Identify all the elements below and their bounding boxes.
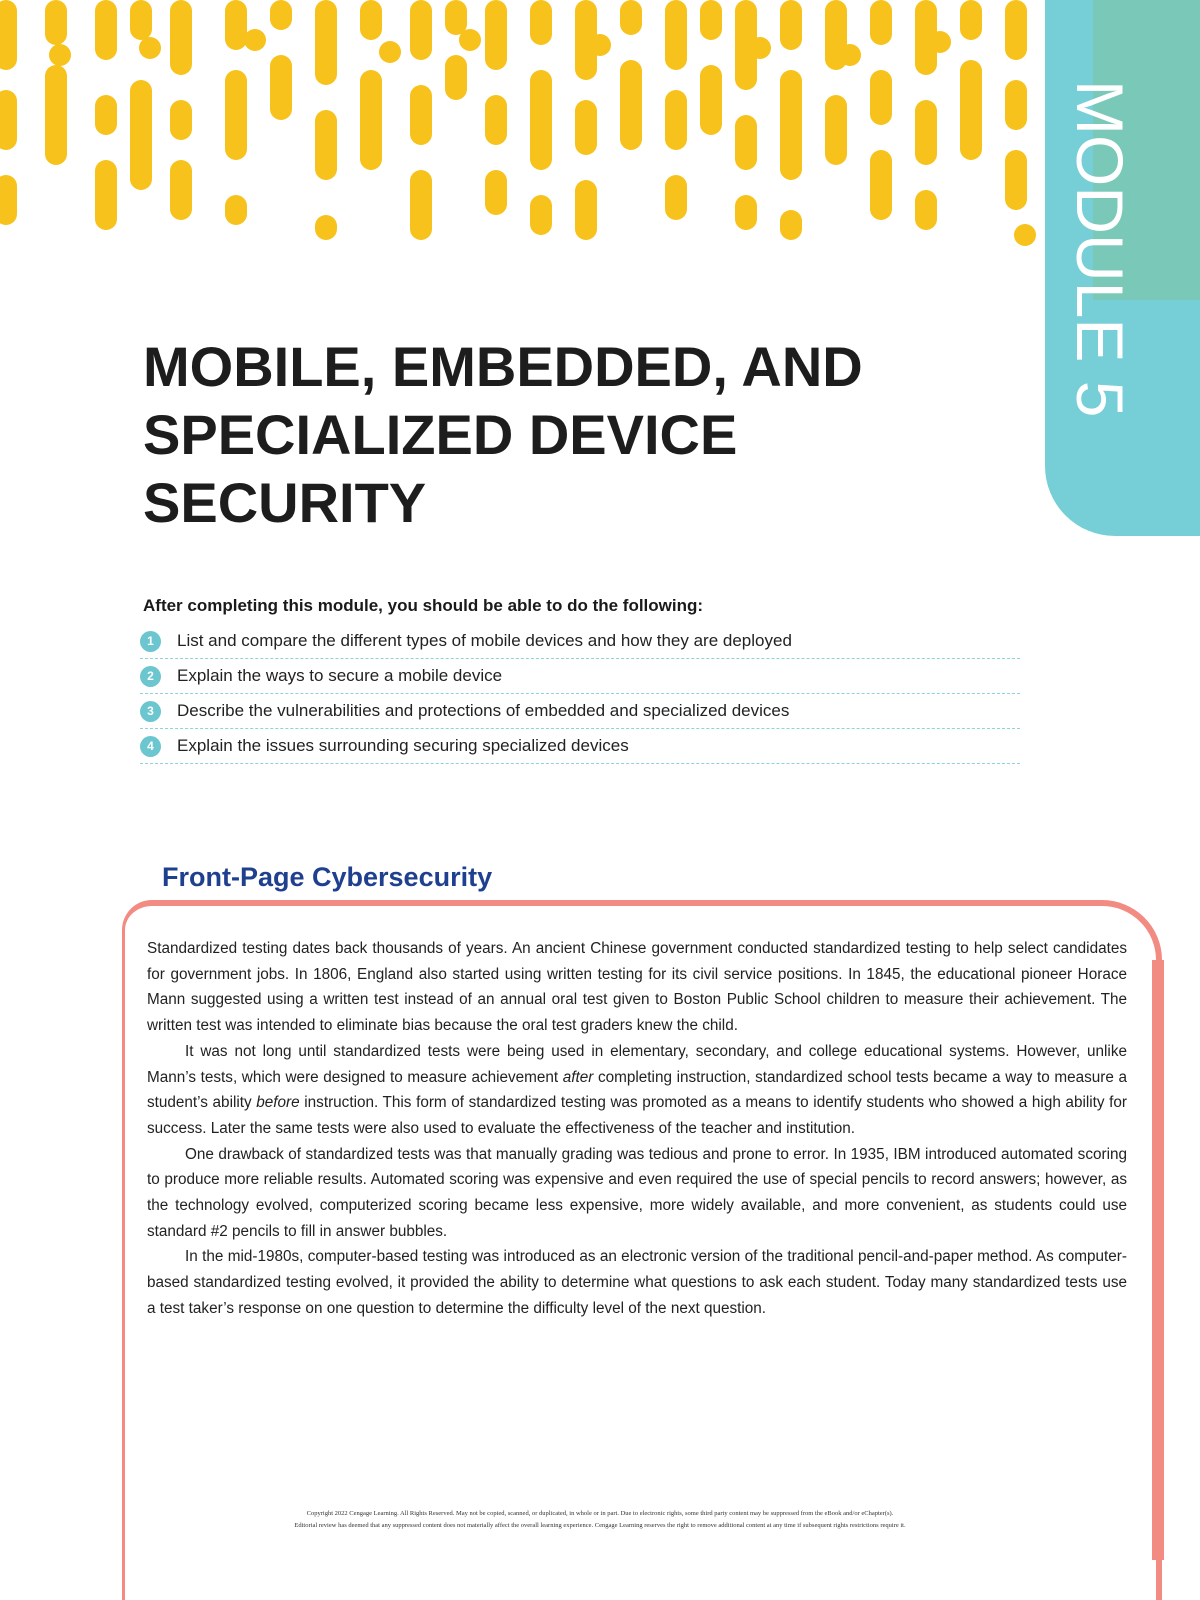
decorative-dot: [1014, 224, 1036, 246]
objective-text: Explain the issues surrounding securing specialized devices: [177, 736, 629, 755]
decorative-pill: [870, 150, 892, 220]
decorative-pill: [270, 55, 292, 120]
feature-paragraph: Standardized testing dates back thousands of years. An ancient Chinese government conducted standardized testing to help select candidates for government jobs. In 1806, England also started using written testing for its civil service positions. In 1845, the educational pioneer Horace Mann suggested using a written test instead of an annual oral test given to Boston Public School children to measure their achievement. The written test was intended to eliminate bias because the oral test graders knew the child.: [147, 940, 1127, 1035]
decorative-pill: [360, 70, 382, 170]
decorative-pill: [315, 215, 337, 240]
decorative-pill: [225, 0, 247, 50]
decorative-pill: [735, 195, 757, 230]
decorative-dot: [589, 34, 611, 56]
copyright-notice: [130, 1508, 1070, 1532]
decorative-pill: [225, 70, 247, 160]
decorative-pill: [1005, 80, 1027, 130]
decorative-pill: [1005, 0, 1027, 60]
decorative-pill: [270, 0, 292, 30]
decorative-pill: [530, 70, 552, 170]
objectives-list: [140, 624, 1020, 764]
decorative-pill: [0, 175, 17, 225]
decorative-pill: [45, 0, 67, 45]
decorative-pill: [915, 190, 937, 230]
feature-text: [147, 936, 1127, 1322]
objective-item: [140, 659, 1020, 694]
decorative-pill: [445, 55, 467, 100]
objective-item: [140, 694, 1020, 729]
decorative-dot: [139, 37, 161, 59]
objective-text: Describe the vulnerabilities and protections of embedded and specialized devices: [177, 701, 790, 720]
decorative-pill: [225, 195, 247, 225]
decorative-dot: [929, 31, 951, 53]
decorative-pill: [915, 100, 937, 165]
decorative-pill: [870, 0, 892, 45]
copyright-line: Copyright 2022 Cengage Learning. All Rights Reserved. May not be copied, scanned, or duplicated, in whole or in part. Due to electronic rights, some third party content may be suppressed from the eBook and/or eChapter(s).: [306, 1510, 894, 1517]
objective-text: Explain the ways to secure a mobile device: [177, 666, 503, 685]
decorative-pill: [170, 160, 192, 220]
decorative-pill: [170, 100, 192, 140]
decorative-pill: [780, 210, 802, 240]
decorative-dot: [459, 29, 481, 51]
decorative-pill: [0, 90, 17, 150]
decorative-pill: [485, 95, 507, 145]
decorative-pill: [575, 100, 597, 155]
decorative-dot: [839, 44, 861, 66]
objective-number-badge: 2: [140, 666, 161, 687]
decorative-pill: [485, 0, 507, 70]
module-label: MODULE 5: [1063, 80, 1137, 418]
decorative-pill: [620, 60, 642, 150]
objective-number-badge: 4: [140, 736, 161, 757]
decorative-pill: [410, 85, 432, 145]
decorative-pill: [530, 0, 552, 45]
decorative-pill: [130, 0, 152, 40]
objective-number-badge: 3: [140, 701, 161, 722]
decorative-dot: [244, 29, 266, 51]
decorative-pill: [410, 170, 432, 240]
decorative-pill: [665, 0, 687, 70]
feature-box-edge: [1152, 960, 1164, 1560]
decorative-pill: [530, 195, 552, 235]
decorative-pill: [780, 70, 802, 180]
page-title: MOBILE, EMBEDDED, AND SPECIALIZED DEVICE SECURITY: [143, 335, 863, 534]
decorative-pill-pattern: [0, 0, 1045, 300]
decorative-pill: [95, 0, 117, 60]
decorative-pill: [315, 110, 337, 180]
decorative-dot: [379, 41, 401, 63]
objective-number-badge: 1: [140, 631, 161, 652]
objective-text: List and compare the different types of mobile devices and how they are deployed: [177, 631, 792, 650]
decorative-pill: [360, 0, 382, 40]
feature-paragraph: In the mid-1980s, computer-based testing was introduced as an electronic version of the traditional pencil-and-paper method. As computer-based standardized testing evolved, it provided the ability to determine what questions to ask each student. Today many standardized tests use a test taker’s response on one question to determine the difficulty level of the next question.: [147, 1248, 1127, 1317]
objective-item: [140, 624, 1020, 659]
decorative-pill: [95, 95, 117, 135]
decorative-pill: [1005, 150, 1027, 210]
decorative-pill: [665, 175, 687, 220]
decorative-pill: [130, 80, 152, 190]
feature-paragraph: It was not long until standardized tests were being used in elementary, secondary, and college educational systems. However, unlike Mann’s tests, which were designed to measure achievement after completing instruction, standardized school tests became a way to measure a student’s ability before instruction. This form of standardized testing was promoted as a means to identify students who showed a high ability for success. Later the same tests were also used to evaluate the effectiveness of the teacher and institution.: [147, 1042, 1128, 1137]
decorative-pill: [735, 115, 757, 170]
objectives-intro: After completing this module, you should be able to do the following:: [143, 596, 704, 615]
decorative-pill: [960, 0, 982, 40]
copyright-line: Editorial review has deemed that any suppressed content does not materially affect the overall learning experience. Cengage Learning reserves the right to remove additional content at any time if subsequent rights restrictions require it.: [294, 1522, 906, 1529]
decorative-pill: [700, 0, 722, 40]
objective-item: [140, 729, 1020, 764]
decorative-pill: [410, 0, 432, 60]
decorative-pill: [315, 0, 337, 85]
decorative-pill: [170, 0, 192, 75]
feature-paragraph: One drawback of standardized tests was that manually grading was tedious and prone to error. In 1935, IBM introduced automated scoring to produce more reliable results. Automated scoring was expensive and even required the use of special pencils to record answers; however, as the technology evolved, computerized scoring became less expensive, more widely available, and more convenient, as students could use standard #2 pencils to fill in answer bubbles.: [147, 1145, 1127, 1240]
decorative-pill: [780, 0, 802, 50]
decorative-pill: [870, 70, 892, 125]
decorative-pill: [485, 170, 507, 215]
decorative-pill: [700, 65, 722, 135]
decorative-pill: [575, 180, 597, 240]
feature-heading: Front-Page Cybersecurity: [162, 862, 493, 892]
decorative-pill: [445, 0, 467, 35]
decorative-pill: [665, 90, 687, 150]
decorative-pill: [45, 65, 67, 165]
decorative-dot: [49, 44, 71, 66]
decorative-pill: [825, 95, 847, 165]
decorative-pill: [95, 160, 117, 230]
decorative-dot: [749, 37, 771, 59]
decorative-pill: [0, 0, 17, 70]
decorative-pill: [620, 0, 642, 35]
decorative-pill: [960, 60, 982, 160]
